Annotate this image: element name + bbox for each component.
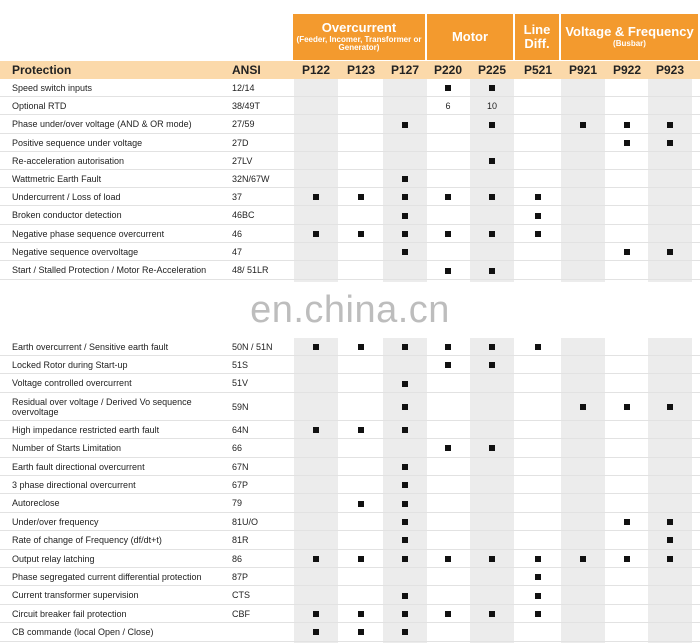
protection-label: Current transformer supervision — [12, 590, 139, 601]
supported-mark — [402, 629, 408, 635]
protection-label: Locked Rotor during Start-up — [12, 360, 128, 370]
supported-mark — [489, 445, 495, 451]
supported-mark — [535, 593, 541, 599]
supported-mark — [402, 464, 408, 470]
rtd-count: 10 — [486, 101, 497, 111]
table-row — [0, 206, 700, 225]
column-header-p220: P220 — [433, 63, 463, 77]
supported-mark — [313, 611, 319, 617]
ansi-code: 46 — [232, 229, 243, 239]
table-row — [0, 458, 700, 476]
column-header-p923: P923 — [655, 63, 685, 77]
protection-label: Re-acceleration autorisation — [12, 156, 125, 166]
protection-label: Rate of change of Frequency (df/dt+t) — [12, 535, 162, 546]
supported-mark — [624, 122, 630, 128]
ansi-code: 32N/67W — [232, 174, 270, 184]
ansi-code: 79 — [232, 498, 243, 509]
supported-mark — [402, 611, 408, 617]
table-row — [0, 170, 700, 188]
column-header-p922: P922 — [612, 63, 642, 77]
ansi-code: 67P — [232, 480, 249, 490]
supported-mark — [535, 556, 541, 562]
rtd-count: 6 — [445, 101, 451, 111]
supported-mark — [313, 194, 319, 200]
supported-mark — [667, 556, 673, 562]
table-row — [0, 623, 700, 641]
protection-label: Negative phase sequence overcurrent — [12, 229, 165, 239]
supported-mark — [489, 268, 495, 274]
supported-mark — [402, 519, 408, 525]
ansi-code: 50N / 51N — [232, 342, 273, 352]
supported-mark — [402, 194, 408, 200]
supported-mark — [402, 122, 408, 128]
supported-mark — [402, 249, 408, 255]
supported-mark — [667, 519, 673, 525]
supported-mark — [489, 194, 495, 200]
ansi-code: 27/59 — [232, 119, 255, 129]
supported-mark — [535, 344, 541, 350]
column-header-p921: P921 — [568, 63, 598, 77]
supported-mark — [402, 344, 408, 350]
supported-mark — [358, 427, 364, 433]
table-row — [0, 115, 700, 134]
supported-mark — [358, 629, 364, 635]
column-header-row — [0, 61, 700, 79]
supported-mark — [313, 344, 319, 350]
supported-mark — [358, 611, 364, 617]
ansi-header: ANSI — [232, 63, 261, 77]
ansi-code: CTS — [232, 590, 250, 601]
table-row — [0, 494, 700, 512]
supported-mark — [667, 140, 673, 146]
ansi-code: 64N — [232, 424, 249, 435]
supported-mark — [445, 231, 451, 237]
supported-mark — [402, 231, 408, 237]
ansi-code: CBF — [232, 608, 250, 619]
table-row — [0, 338, 700, 356]
protection-label: Output relay latching — [12, 553, 95, 564]
supported-mark — [313, 231, 319, 237]
supported-mark — [535, 231, 541, 237]
supported-mark — [624, 249, 630, 255]
protection-label: Start / Stalled Protection / Motor Re-Acceleration — [12, 265, 207, 275]
protection-label: Negative sequence overvoltage — [12, 247, 139, 257]
supported-mark — [313, 427, 319, 433]
supported-mark — [445, 344, 451, 350]
supported-mark — [624, 556, 630, 562]
column-header-p521: P521 — [523, 63, 553, 77]
table-row — [0, 243, 700, 261]
group-motor — [427, 14, 515, 60]
table-row — [0, 152, 700, 170]
protection-label: Phase segregated current differential protection — [12, 572, 202, 582]
table-row — [0, 79, 700, 97]
group-title: Overcurrent — [321, 20, 397, 36]
supported-mark — [358, 194, 364, 200]
protection-label: Speed switch inputs — [12, 83, 93, 93]
ansi-code: 59N — [232, 401, 249, 412]
table-row — [0, 421, 700, 439]
table-row — [0, 550, 700, 568]
ansi-code: 46BC — [232, 210, 255, 220]
supported-mark — [489, 231, 495, 237]
supported-mark — [489, 85, 495, 91]
supported-mark — [580, 404, 586, 410]
table-row — [0, 374, 700, 392]
protection-label: Wattmetric Earth Fault — [12, 174, 102, 184]
supported-mark — [489, 611, 495, 617]
supported-mark — [402, 404, 408, 410]
supported-mark — [445, 85, 451, 91]
supported-mark — [667, 249, 673, 255]
supported-mark — [313, 556, 319, 562]
group-overcurrent — [293, 14, 427, 60]
ansi-code: 66 — [232, 443, 243, 454]
group-line-diff — [515, 14, 561, 60]
supported-mark — [358, 501, 364, 507]
group-title: Motor — [451, 29, 489, 45]
group-header-band — [0, 14, 700, 60]
ansi-code: 51V — [232, 378, 249, 389]
table-row — [0, 513, 700, 531]
supported-mark — [624, 140, 630, 146]
supported-mark — [535, 611, 541, 617]
ansi-code: 86 — [232, 553, 243, 564]
table-row — [0, 439, 700, 457]
protection-label: Residual over voltage / Derived Vo sequence overvoltage — [12, 396, 192, 417]
supported-mark — [624, 404, 630, 410]
protection-label: Optional RTD — [12, 101, 67, 111]
supported-mark — [402, 556, 408, 562]
protection-label: Positive sequence under voltage — [12, 138, 143, 148]
supported-mark — [489, 122, 495, 128]
ansi-code: 37 — [232, 192, 243, 202]
table-row — [0, 568, 700, 586]
ansi-code: 81R — [232, 535, 249, 546]
supported-mark — [445, 268, 451, 274]
supported-mark — [535, 574, 541, 580]
supported-mark — [402, 176, 408, 182]
ansi-code: 47 — [232, 247, 243, 257]
watermark — [0, 282, 700, 338]
watermark-text: en.china.cn — [250, 288, 450, 331]
table-row — [0, 531, 700, 549]
supported-mark — [358, 344, 364, 350]
supported-mark — [445, 556, 451, 562]
supported-mark — [313, 629, 319, 635]
supported-mark — [489, 158, 495, 164]
supported-mark — [535, 213, 541, 219]
table-row — [0, 393, 700, 421]
column-header-p123: P123 — [346, 63, 376, 77]
supported-mark — [402, 213, 408, 219]
table-row — [0, 586, 700, 604]
supported-mark — [667, 122, 673, 128]
table-row — [0, 605, 700, 623]
protection-label: Phase under/over voltage (AND & OR mode) — [12, 119, 192, 129]
ansi-code: 67N — [232, 461, 249, 472]
group-title: Voltage & Frequency — [565, 24, 694, 40]
protection-header: Protection — [12, 63, 72, 77]
protection-label: Broken conductor detection — [12, 210, 122, 220]
protection-label: Number of Starts Limitation — [12, 443, 122, 454]
supported-mark — [402, 537, 408, 543]
column-header-p225: P225 — [477, 63, 507, 77]
supported-mark — [667, 404, 673, 410]
supported-mark — [535, 194, 541, 200]
ansi-code: 38/49T — [232, 101, 261, 111]
supported-mark — [489, 362, 495, 368]
ansi-code: 12/14 — [232, 83, 255, 93]
protection-label: 3 phase directional overcurrent — [12, 480, 136, 490]
protection-label: Under/over frequency — [12, 516, 99, 527]
table-row — [0, 97, 700, 115]
table-row — [0, 476, 700, 494]
supported-mark — [445, 445, 451, 451]
table-row — [0, 188, 700, 206]
supported-mark — [667, 537, 673, 543]
protection-label: Earth overcurrent / Sensitive earth fault — [12, 342, 169, 352]
column-header-p122: P122 — [301, 63, 331, 77]
table-row — [0, 134, 700, 152]
ansi-code: 51S — [232, 360, 249, 370]
supported-mark — [358, 231, 364, 237]
supported-mark — [358, 556, 364, 562]
protection-label: CB commande (local Open / Close) — [12, 627, 154, 638]
supported-mark — [402, 501, 408, 507]
supported-mark — [445, 611, 451, 617]
supported-mark — [402, 482, 408, 488]
group-title: Line Diff. — [523, 22, 551, 51]
column-header-p127: P127 — [390, 63, 420, 77]
group-subtitle: (Busbar) — [613, 39, 646, 49]
supported-mark — [489, 556, 495, 562]
ansi-code: 87P — [232, 572, 249, 582]
protection-label: Circuit breaker fail protection — [12, 608, 127, 619]
protection-label: Earth fault directional overcurrent — [12, 461, 145, 472]
ansi-code: 27LV — [232, 156, 253, 166]
ansi-code: 48/ 51LR — [232, 265, 269, 275]
group-subtitle: (Feeder, Incomer, Transformer or Generator) — [296, 34, 422, 53]
supported-mark — [402, 427, 408, 433]
protection-label: Autoreclose — [12, 498, 60, 509]
supported-mark — [445, 362, 451, 368]
protection-label: High impedance restricted earth fault — [12, 424, 160, 435]
supported-mark — [489, 344, 495, 350]
table-row — [0, 261, 700, 280]
table-row — [0, 356, 700, 374]
protection-label: Undercurrent / Loss of load — [12, 192, 121, 202]
supported-mark — [580, 556, 586, 562]
supported-mark — [580, 122, 586, 128]
supported-mark — [402, 593, 408, 599]
ansi-code: 81U/O — [232, 516, 259, 527]
table-row — [0, 225, 700, 243]
supported-mark — [402, 381, 408, 387]
supported-mark — [624, 519, 630, 525]
ansi-code: 27D — [232, 138, 249, 148]
group-voltage-frequency — [561, 14, 700, 60]
protection-label: Voltage controlled overcurrent — [12, 378, 132, 389]
supported-mark — [445, 194, 451, 200]
